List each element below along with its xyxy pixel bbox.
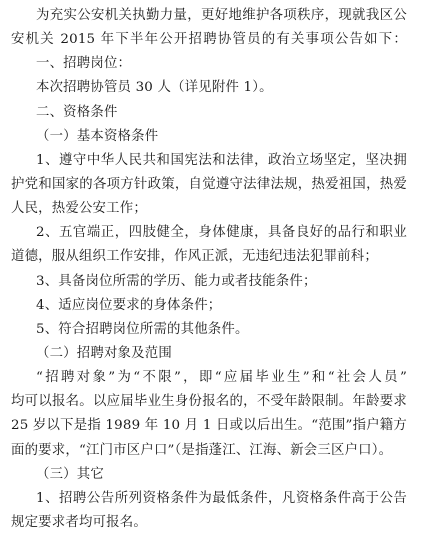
condition-1-line-3: 人民，热爱公安工作；	[11, 201, 147, 217]
subsection-heading-basic: （一）基本资格条件	[36, 128, 159, 144]
condition-1-line-1: 1、遵守中华人民共和国宪法和法律，政治立场坚定，坚决拥	[36, 152, 407, 168]
other-line-1: 1、招聘公告所列资格条件为最低条件，凡资格条件高于公告	[36, 490, 407, 506]
paragraph-intro-line-2: 安机关 2015 年下半年公开招聘协管员的有关事项公告如下：	[11, 32, 407, 48]
subsection-heading-targets: （二）招聘对象及范围	[36, 346, 172, 361]
condition-4: 4、适应岗位要求的身体条件；	[36, 297, 222, 313]
other-line-2: 规定要求者均可报名。	[11, 515, 147, 530]
targets-line-3: 25 岁以下是指 1989 年 10 月 1 日或以后出生。“范围”指户籍方	[11, 418, 407, 434]
targets-line-2: 均可以报名。以应届毕业生身份报名的，不受年龄限制。年龄要求	[11, 394, 407, 410]
condition-1-line-2: 护党和国家的各项方针政策，自觉遵守法律法规，热爱祖国，热爱	[11, 177, 407, 192]
condition-3: 3、具备岗位所需的学历、能力或者技能条件；	[36, 273, 317, 289]
section-heading-positions: 一、招聘岗位：	[36, 56, 132, 72]
condition-2-line-1: 2、五官端正，四肢健全，身体健康，具备良好的品行和职业	[36, 225, 407, 241]
paragraph-positions: 本次招聘协管员 30 人（详见附件 1）。	[36, 80, 273, 96]
targets-line-1: “招聘对象”为“不限”，即“应届毕业生”和“社会人员”	[36, 370, 407, 386]
condition-5: 5、符合招聘岗位所需的其他条件。	[36, 321, 249, 337]
condition-2-line-2: 道德，服从组织工作安排，作风正派，无违纪违法犯罪前科；	[11, 249, 378, 265]
section-heading-qualifications: 二、资格条件	[36, 104, 118, 120]
paragraph-intro-line-1: 为充实公安机关执勤力量，更好地维护各项秩序，现就我区公	[36, 8, 407, 23]
subsection-heading-other: （三）其它	[36, 466, 104, 482]
targets-line-4: 面的要求，“江门市区户口”（是指蓬江、江海、新会三区户口）。	[11, 442, 393, 458]
